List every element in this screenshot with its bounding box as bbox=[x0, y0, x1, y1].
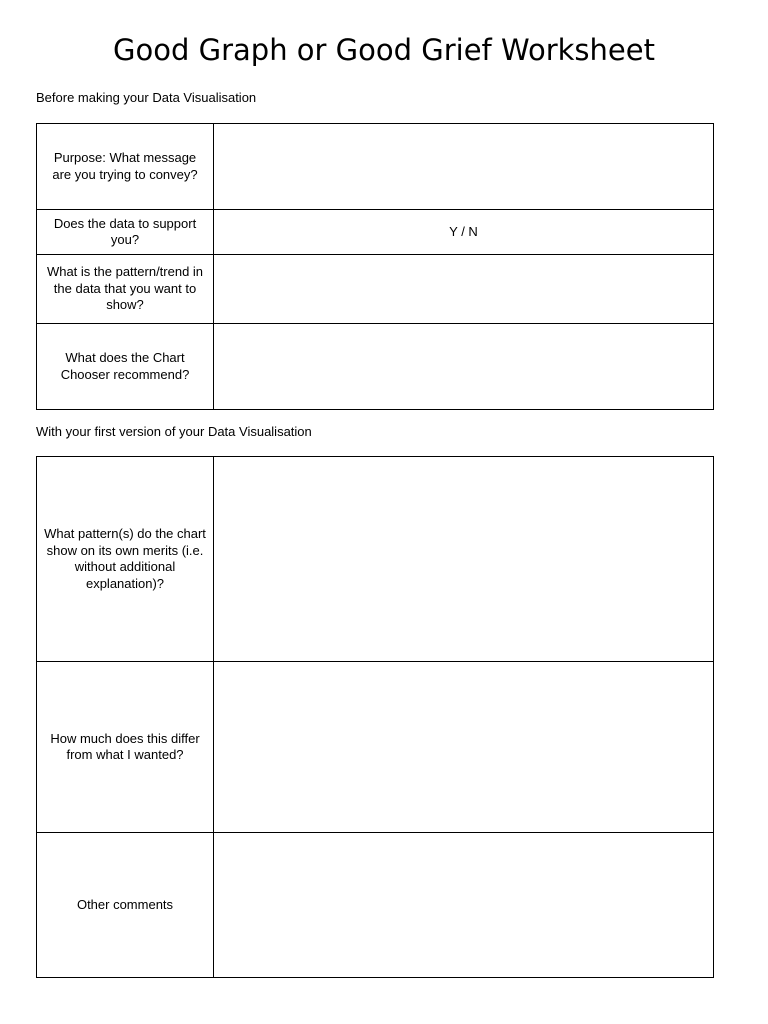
question-pattern-trend: What is the pattern/trend in the data that you want to show? bbox=[37, 255, 214, 324]
table-row-purpose bbox=[37, 124, 714, 210]
table-row-pattern-trend bbox=[37, 255, 714, 324]
answer-field-other-comments[interactable] bbox=[214, 833, 714, 978]
question-chart-patterns: What pattern(s) do the chart show on its own merits (i.e. without additional explanation)? bbox=[37, 457, 214, 662]
section-heading-before: Before making your Data Visualisation bbox=[36, 90, 257, 105]
question-data-support: Does the data to support you? bbox=[37, 210, 214, 255]
question-purpose: Purpose: What message are you trying to convey? bbox=[37, 124, 214, 210]
answer-field-differ[interactable] bbox=[214, 662, 714, 833]
table-row-other-comments bbox=[37, 833, 714, 978]
page-title: Good Graph or Good Grief Worksheet bbox=[113, 33, 655, 67]
worksheet-table-before bbox=[36, 123, 714, 410]
question-other-comments: Other comments bbox=[37, 833, 214, 978]
question-chart-chooser: What does the Chart Chooser recommend? bbox=[37, 324, 214, 410]
table-row-chart-patterns bbox=[37, 457, 714, 662]
answer-field-data-support[interactable]: Y / N bbox=[214, 210, 714, 255]
answer-field-purpose[interactable] bbox=[214, 124, 714, 210]
answer-field-chart-chooser[interactable] bbox=[214, 324, 714, 410]
answer-field-pattern-trend[interactable] bbox=[214, 255, 714, 324]
table-row-chart-chooser bbox=[37, 324, 714, 410]
worksheet-table-after bbox=[36, 456, 714, 978]
table-row-differ bbox=[37, 662, 714, 833]
answer-field-chart-patterns[interactable] bbox=[214, 457, 714, 662]
table-row-data-support bbox=[37, 210, 714, 255]
section-heading-after: With your first version of your Data Visualisation bbox=[36, 424, 312, 439]
question-differ: How much does this differ from what I wanted? bbox=[37, 662, 214, 833]
